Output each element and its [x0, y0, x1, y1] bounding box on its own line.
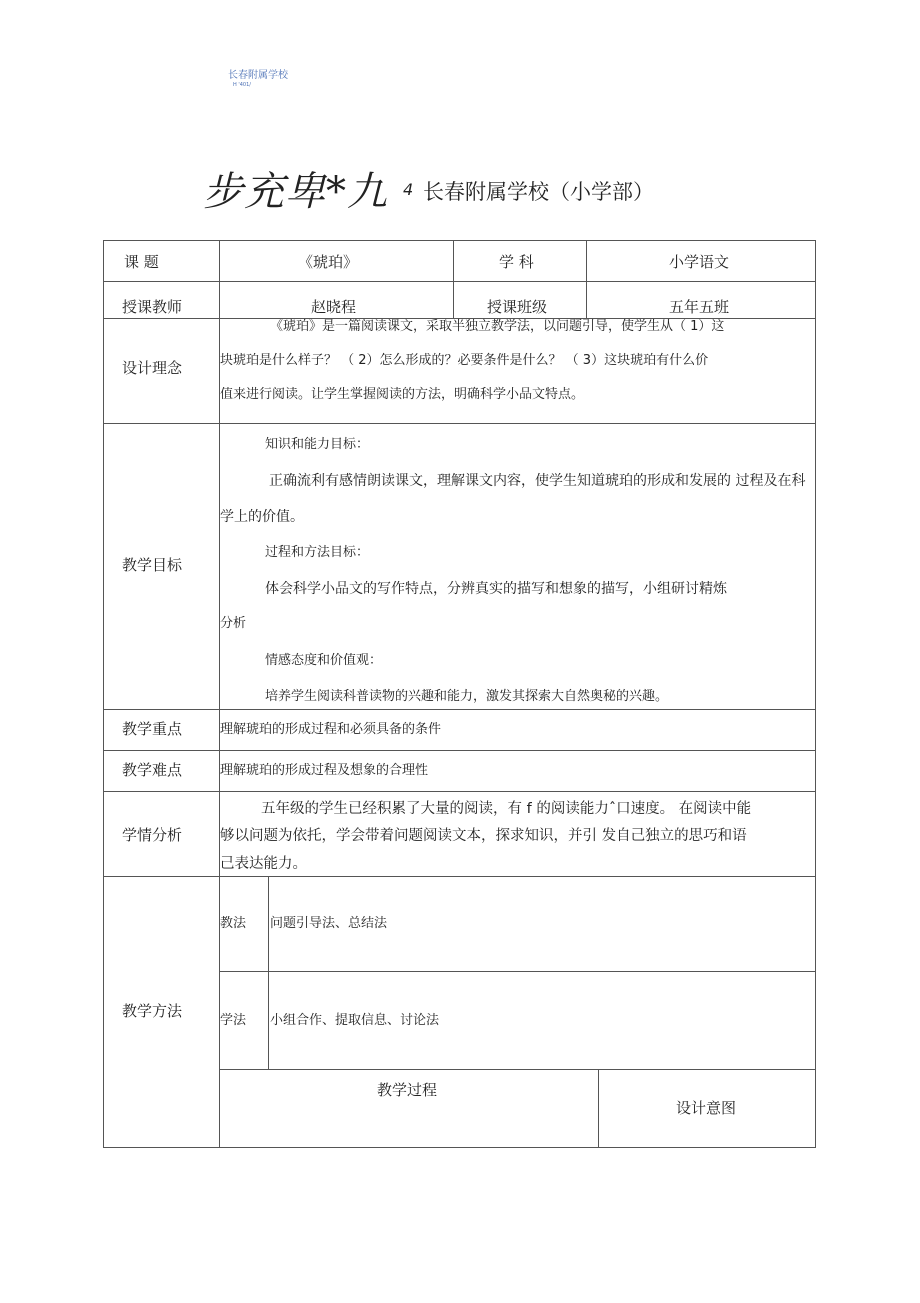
goal-text: 分析	[220, 616, 247, 631]
goal-text: 学上的价值。	[220, 509, 304, 525]
goal-text: 培养学生阅读科普读物的兴趣和能力，激发其探索大自然奥秘的兴趣。	[265, 689, 669, 704]
learn-method-label: 学法	[220, 1013, 247, 1028]
school-logo-subtext: H '401/	[233, 82, 251, 88]
teach-method-label: 教法	[220, 916, 247, 931]
row-divider	[103, 281, 816, 282]
goal-text: 体会科学小品文的写作特点，分辨真实的描写和想象的描写，小组研讨精炼	[265, 581, 727, 597]
school-logo-text: 长春附属学校	[228, 70, 288, 81]
table-border-left	[103, 240, 104, 1148]
design-concept-label: 设计理念	[122, 359, 183, 377]
discipline-value: 小学语文	[669, 253, 730, 271]
design-concept-line: 块琥珀是什么样子？ （ 2）怎么形成的？必要条件是什么？ （ 3）这块琥珀有什么价	[220, 353, 709, 368]
table-border-top	[103, 240, 816, 241]
teaching-goals-label: 教学目标	[122, 556, 183, 574]
teacher-value: 赵晓程	[311, 298, 357, 316]
method-divider	[219, 971, 816, 972]
column-divider	[453, 240, 454, 319]
key-points-value: 理解琥珀的形成过程和必须具备的条件	[220, 722, 442, 737]
goal-heading: 情感态度和价值观：	[265, 653, 383, 668]
subject-value: 《琥珀》	[298, 253, 359, 271]
column-divider	[586, 240, 587, 319]
teacher-label: 授课教师	[122, 298, 183, 316]
design-concept-line: 《琥珀》是一篇阅读课文，采取半独立教学法，以问题引导，使学生从（ 1）这	[270, 319, 725, 334]
teach-method-value: 问题引导法、总结法	[270, 916, 388, 931]
teaching-process-header: 教学过程	[377, 1081, 438, 1099]
column-divider	[598, 1069, 599, 1148]
learn-method-value: 小组合作、提取信息、讨论法	[270, 1013, 440, 1028]
table-border-right	[815, 240, 816, 1148]
class-label: 授课班级	[487, 298, 548, 316]
method-divider	[219, 1069, 816, 1070]
student-analysis-line: 够以问题为依托，学会带着问题阅读文本，探求知识，并引 发自己独立的思巧和语	[220, 828, 747, 844]
table-border-bottom	[103, 1147, 816, 1148]
design-intent-header: 设计意图	[676, 1099, 737, 1117]
document-title-script: 步充卑*九	[203, 169, 388, 215]
difficulties-label: 教学难点	[122, 761, 183, 779]
row-divider	[103, 709, 816, 710]
discipline-label: 学 科	[499, 253, 534, 271]
row-divider	[103, 791, 816, 792]
class-value: 五年五班	[669, 298, 730, 316]
row-divider	[103, 750, 816, 751]
student-analysis-line: 五年级的学生已经积累了大量的阅读，有 f 的阅读能力ˆ口速度。 在阅读中能	[261, 801, 752, 817]
key-points-label: 教学重点	[122, 720, 183, 738]
row-divider	[103, 423, 816, 424]
goal-heading: 过程和方法目标：	[265, 545, 370, 560]
design-concept-line: 值来进行阅读。让学生掌握阅读的方法，明确科学小品文特点。	[220, 387, 585, 402]
teaching-methods-label: 教学方法	[122, 1002, 183, 1020]
column-divider	[268, 876, 269, 1070]
row-divider	[103, 876, 816, 877]
student-analysis-label: 学情分析	[122, 826, 183, 844]
student-analysis-line: 己表达能力。	[220, 856, 307, 872]
subject-label: 课 题	[124, 253, 159, 271]
goal-heading: 知识和能力目标：	[265, 437, 370, 452]
document-title-number: 4	[403, 180, 414, 199]
document-title: 长春附属学校（小学部）	[423, 180, 654, 204]
difficulties-value: 理解琥珀的形成过程及想象的合理性	[220, 763, 429, 778]
goal-text: 正确流利有感情朗读课文，理解课文内容，使学生知道琥珀的形成和发展的 过程及在科	[269, 473, 806, 489]
